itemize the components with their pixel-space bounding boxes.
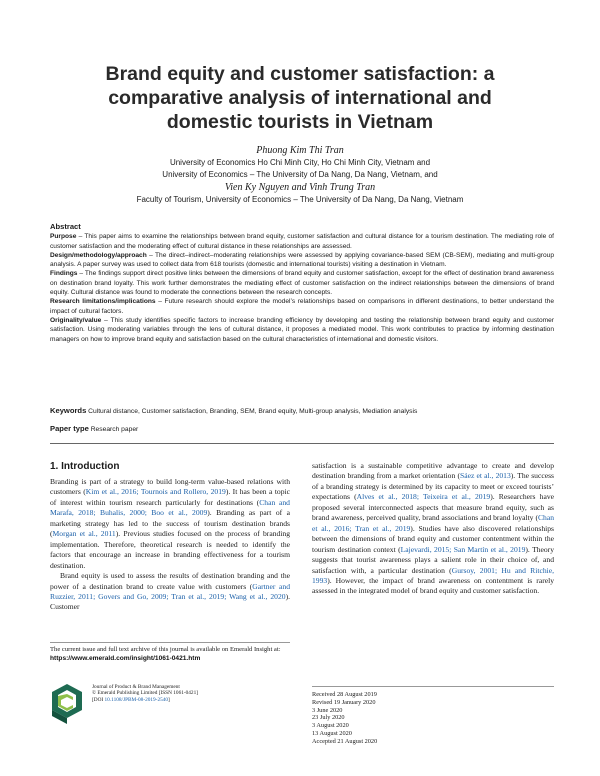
keywords (50, 406, 554, 415)
design-label: Design/methodology/approach (50, 251, 147, 259)
limitations-label: Research limitations/implications (50, 298, 156, 306)
findings-text: – The findings support direct positive links between the dimensions of brand equity and customer satisfaction, except for the effect of destination brand awareness on destination brand loyalty. This work further demonstrates the mediating effect of customer satisfaction on the indirect relationships between the dimensions of brand equity. Cultural distance was found to moderate the connections between the research concepts. (50, 270, 554, 297)
paper-title (0, 62, 600, 134)
citation-link[interactable]: Kim et al., 2016; Tournois and Rollero, 2019 (85, 487, 226, 497)
abstract (50, 222, 554, 344)
text-run: ). Branding as part of a marketing strategy has led to the success of tourism destination brands ( (50, 508, 290, 539)
date-received: Received 28 August 2019 (312, 691, 377, 698)
text-run: Branding is part of a strategy to build long-term value-based relations with customers ( (50, 477, 290, 497)
citation-link[interactable]: Lajevardi, 2015; San Martín et al., 2019 (400, 544, 526, 554)
date-revised: 3 August 2020 (312, 722, 349, 730)
doi-link[interactable]: 10.1108/JPBM-08-2019-2540 (104, 696, 169, 703)
text-run: ). Studies have also discovered relationships between the dimensions of brand equity and customer contentment within the tourism destination context ( (312, 523, 554, 554)
text-run: ). However, the impact of brand awareness on contentment is rarely assessed in the integrated model of brand equity and customer satisfaction. (312, 575, 554, 596)
text-run: Brand equity is used to assess the results of destination branding and the power of a destination brand to create value with customers ( (50, 571, 290, 591)
footnote-divider (50, 642, 290, 643)
title-line-2: comparative analysis of international and (108, 87, 492, 109)
body-column-left (50, 477, 290, 613)
limitations-text: – Future research should explore the model’s relationships based on comparisons in different destinations, to better understand the impact of cultural factors. (50, 298, 554, 315)
footnote-text: The current issue and full text archive of this journal is available on Emerald Insight at: (50, 646, 281, 653)
abstract-limitations (50, 297, 554, 316)
author-1: Phuong Kim Thi Tran (256, 145, 344, 156)
intro-heading: 1. Introduction (50, 461, 120, 472)
text-run: ). Theory suggests that tourist awareness plays a salient role in their choice of, and satisfaction with, a particular destination ( (312, 544, 554, 575)
date-revised: 13 August 2020 (312, 729, 352, 737)
article-history (312, 691, 554, 746)
paper-type (50, 424, 554, 433)
date-revised: 23 July 2020 (312, 714, 345, 722)
affiliation-1a: University of Economics Ho Chi Minh City, Ho Chi Minh City, Vietnam and (169, 158, 431, 167)
author-block (0, 144, 600, 206)
body-column-right (312, 461, 554, 597)
paper-type-label: Paper type (50, 424, 89, 433)
author-2: Vien Ky Nguyen and Vinh Trung Tran (224, 182, 376, 193)
citation-link[interactable]: Gartner and Ruzzier, 2011; Govers and Go, 2009; Tran et al., 2019; Wang et al., 2020 (50, 581, 290, 601)
journal-name: Journal of Product & Brand Management (92, 684, 180, 690)
text-run: ). It has been a topic of interest within tourism research particularly for destinations ( (50, 487, 290, 507)
journal-doi (92, 697, 292, 703)
text-run: ). Previous studies focused on the process of branding implementation. Therefore, theoretical research is needed to identify the factors that encourage an increase in branding effectiveness for a tourism destination. (50, 529, 290, 570)
design-text: – The direct–indirect–moderating relationships were assessed by applying covariance-based SEM (CB-SEM), mediating and multi-group analysis. A paper survey was used to collect data from 618 tourists (domestic and international tourists) visiting a destination in Vietnam. (50, 251, 554, 269)
citation-link[interactable]: Alves et al., 2018; Teixeira et al., 2019 (356, 492, 491, 502)
abstract-heading: Abstract (50, 222, 81, 231)
citation-link[interactable]: Sáez et al., 2013 (459, 471, 511, 481)
doi-prefix: [DOI (92, 696, 105, 703)
citation-link[interactable]: Gursoy, 2001; Hu and Ritchie, 1993 (312, 565, 554, 585)
abstract-originality (50, 316, 554, 344)
date-revised: Revised 19 January 2020 (312, 698, 376, 706)
text-run: ). Customer (50, 591, 290, 612)
findings-label: Findings (50, 270, 78, 278)
citation-link[interactable]: Chan and Marafa, 2018; Buhalis, 2000; Boo et al., 2009 (50, 497, 290, 518)
title-line-3: domestic tourists in Vietnam (166, 111, 434, 133)
affiliation-2: Faculty of Tourism, University of Economics – The University of Da Nang, Da Nang, Vietnam (136, 195, 464, 204)
text-run: satisfaction is a sustainable competitive advantage to create and develop destination branding from a market orientation ( (312, 461, 554, 481)
journal-issn: © Emerald Publishing Limited [ISSN 1061-0421] (92, 690, 198, 697)
intro-paragraph-2 (50, 571, 290, 613)
date-accepted: Accepted 21 August 2020 (312, 737, 378, 745)
keywords-text: Cultural distance, Customer satisfaction, Branding, SEM, Brand equity, Multi-group analysis, Mediation analysis (86, 408, 418, 415)
citation-link[interactable]: Chan et al., 2016; Tran et al., 2019 (312, 513, 554, 533)
intro-paragraph-1 (50, 477, 290, 571)
text-run: ). The success of a branding strategy is determined by its capacity to meet or exceed tourists’ expectations ( (312, 471, 554, 502)
originality-label: Originality/value (50, 316, 102, 324)
purpose-text: – This paper aims to examine the relationships between brand equity, customer satisfaction and cultural distance for a tourism destination. The mediating role of customer satisfaction and the moderating effect of cultural distance in these relationships are assessed. (50, 233, 554, 250)
text-run: ). Researchers have proposed several interconnected aspects that measure brand equity, such as brand awareness, perceived quality, brand associations and brand loyalty ( (312, 492, 554, 523)
abstract-design (50, 251, 554, 270)
intro-paragraph-continued (312, 461, 554, 597)
citation-link[interactable]: Morgan et al., 2011 (52, 529, 116, 539)
originality-text: – This study identifies specific factors to increase branding efficiency by developing and testing the relationship between brand equity and customer satisfaction. Using moderating variables through the lens of cultural distance, it proposes a mediated model. This work contributes to practice by informing destination managers on how to improve brand equity and satisfaction based on the cultural characteristics of international and domestic visitors. (50, 316, 554, 343)
affiliation-1b: University of Economics – The University of Da Nang, Da Nang, Vietnam, and (162, 170, 438, 179)
journal-archive-link[interactable]: https://www.emerald.com/insight/1061-0421.htm (50, 654, 201, 662)
date-revised: 3 June 2020 (312, 706, 343, 714)
purpose-label: Purpose (50, 233, 77, 241)
journal-footnote (50, 646, 290, 664)
keywords-label: Keywords (50, 406, 87, 415)
title-line-1: Brand equity and customer satisfaction: a (105, 63, 495, 85)
abstract-findings (50, 269, 554, 297)
emerald-publishing-logo (50, 682, 84, 726)
section-divider (50, 443, 554, 444)
doi-suffix: ] (168, 696, 170, 703)
paper-type-text: Research paper (88, 426, 139, 433)
dates-divider (312, 686, 554, 687)
abstract-purpose (50, 232, 554, 251)
journal-info (92, 684, 292, 703)
